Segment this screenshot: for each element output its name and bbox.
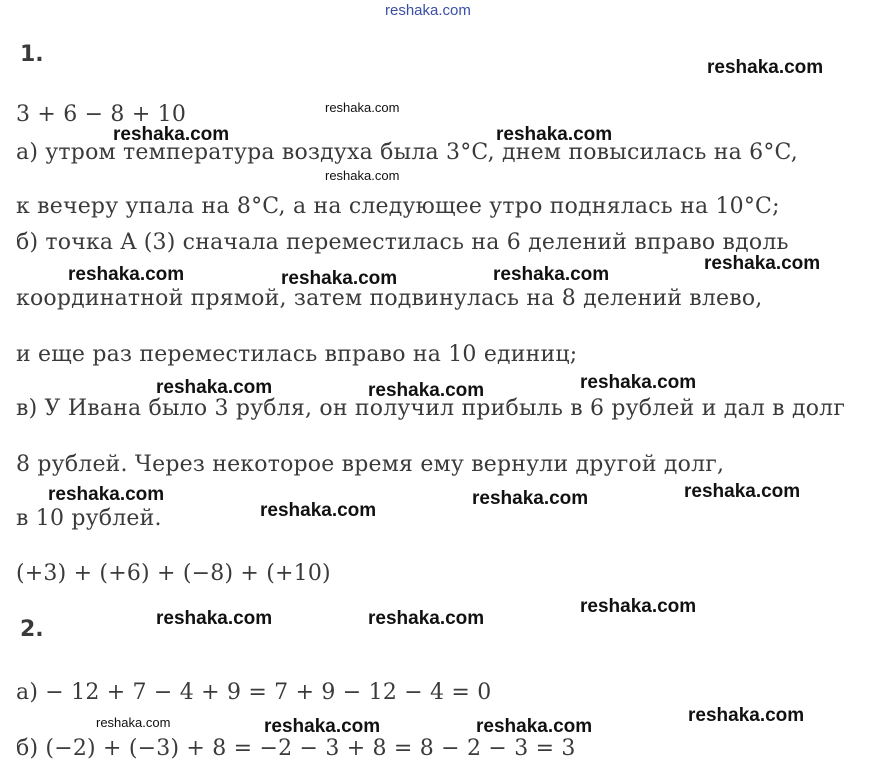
watermark: reshaka.com bbox=[48, 484, 165, 505]
task-2-b: б) (−2) + (−3) + 8 = −2 − 3 + 8 = 8 − 2 − 3 = 3 bbox=[16, 736, 576, 761]
task-1-expression: 3 + 6 − 8 + 10 bbox=[16, 102, 187, 127]
watermark: reshaka.com bbox=[472, 488, 589, 509]
watermark: reshaka.com bbox=[368, 380, 485, 401]
watermark: reshaka.com bbox=[496, 124, 613, 145]
watermark: reshaka.com bbox=[156, 608, 273, 629]
task-1-line-b2: координатной прямой, затем подвинулась на 8 делений влево, bbox=[16, 286, 763, 311]
watermark: reshaka.com bbox=[368, 608, 485, 629]
watermark: reshaka.com bbox=[325, 168, 400, 183]
task-1-sum: (+3) + (+6) + (−8) + (+10) bbox=[16, 561, 331, 586]
task-1-line-b3: и еще раз переместилась вправо на 10 единиц; bbox=[16, 342, 578, 367]
watermark: reshaka.com bbox=[156, 377, 273, 398]
task-1-line-c3: в 10 рублей. bbox=[16, 506, 162, 531]
task-1-line-a2: к вечеру упала на 8°C, а на следующее утро поднялась на 10°C; bbox=[16, 194, 780, 219]
watermark: reshaka.com bbox=[113, 124, 230, 145]
watermark: reshaka.com bbox=[264, 716, 381, 737]
watermark: reshaka.com bbox=[325, 100, 400, 115]
watermark: reshaka.com bbox=[704, 253, 821, 274]
watermark: reshaka.com bbox=[493, 264, 610, 285]
watermark: reshaka.com bbox=[684, 481, 801, 502]
watermark: reshaka.com bbox=[260, 500, 377, 521]
watermark: reshaka.com bbox=[476, 716, 593, 737]
watermark: reshaka.com bbox=[281, 268, 398, 289]
watermark-top: reshaka.com bbox=[385, 2, 471, 19]
task-2-number: 2. bbox=[20, 617, 44, 642]
task-1-line-c2: 8 рублей. Через некоторое время ему вернули другой долг, bbox=[16, 452, 725, 477]
watermark: reshaka.com bbox=[688, 705, 805, 726]
task-1-line-a1: а) утром температура воздуха была 3°C, днем повысилась на 6°C, bbox=[16, 140, 798, 165]
watermark: reshaka.com bbox=[68, 264, 185, 285]
watermark: reshaka.com bbox=[580, 596, 697, 617]
task-1-number: 1. bbox=[20, 42, 44, 67]
task-1-line-c1: в) У Ивана было 3 рубля, он получил прибыль в 6 рублей и дал в долг bbox=[16, 396, 846, 421]
watermark: reshaka.com bbox=[96, 715, 171, 730]
task-2-a: а) − 12 + 7 − 4 + 9 = 7 + 9 − 12 − 4 = 0 bbox=[16, 680, 492, 705]
watermark: reshaka.com bbox=[580, 372, 697, 393]
task-1-line-b1: б) точка A (3) сначала переместилась на 6 делений вправо вдоль bbox=[16, 230, 789, 255]
watermark: reshaka.com bbox=[707, 57, 824, 78]
